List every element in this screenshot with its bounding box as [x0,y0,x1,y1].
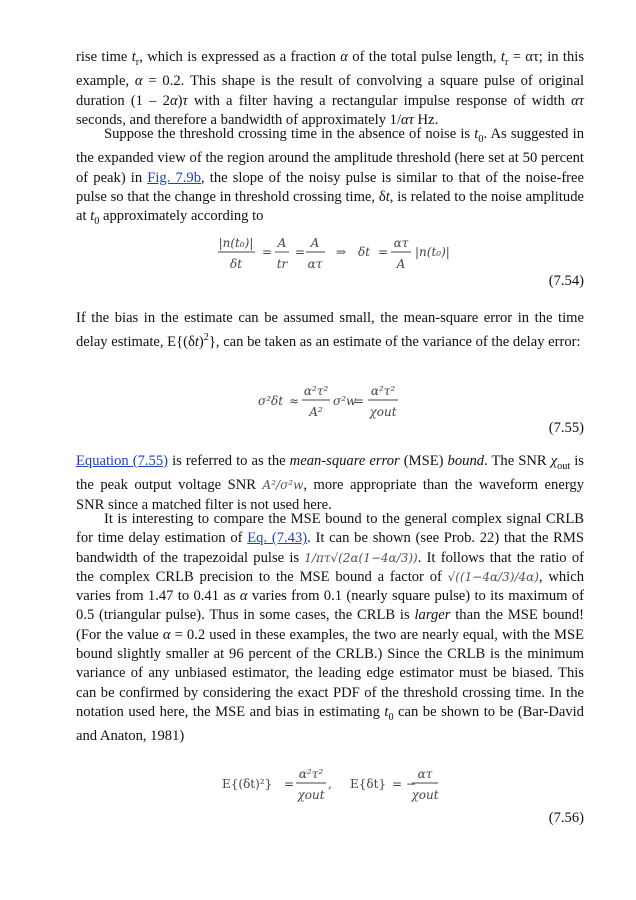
svg-text:χout: χout [297,788,325,802]
svg-text:χout: χout [369,405,397,419]
svg-text:=: = [262,245,273,259]
inline-formula-ratio: √((1−4α/3)/4α) [447,569,539,584]
svg-text:,: , [328,777,332,791]
paragraph-crlb-comparison: It is interesting to compare the MSE bound to the general complex signal CRLB for time delay estimation of Eq. (7.43). It can be shown (see Prob. 22) that the RMS bandwidth of the trapezoidal pulse is 1/πτ√(2α(1−4α/3)). It follows that the ratio of the complex CRLB precision to the MSE bound a factor of √((1−4α/3)/4α), which varies from 1.47 to 0.41 as α varies from 0.1 (nearly square pulse) to its maximum of 0.5 (triangular pulse). Thus in some cases, the CRLB is larger than the MSE bound! (For the value α = 0.2 used in these examples, the two are nearly equal, with the MSE bound slightly smaller at 96 percent of the CRLB.) Since the CRLB is the minimum variance of any unbiased estimator, the leading edge estimator must be biased. This can be confirmed by considering the exact PDF of the threshold crossing time. In the notation used here, the MSE and bias in estimating $t_0$ can be shown to be (Bar-David and Anaton, 1981) [76,511,585,745]
svg-text:α²τ²: α²τ² [298,767,324,781]
svg-text:=: = [295,245,306,259]
inline-formula-rms-bandwidth: 1/πτ√(2α(1−4α/3)) [304,550,418,565]
figure-link[interactable]: Fig. 7.9b [147,169,202,186]
svg-text:A²: A² [309,405,323,419]
equation-7-55 [258,381,408,425]
paragraph-bias: If the bias in the estimate can be assumed small, the mean-square error in the time delay estimate, $E\{(\delta t)^2\}$, can be taken as an estimate of the variance of the delay error: [76,310,584,351]
svg-text:⇒: ⇒ [336,245,347,259]
svg-text:E{δt}: E{δt} [350,777,387,791]
svg-text:A: A [310,236,320,250]
equation-link-7-55[interactable]: Equation (7.55) [76,453,169,469]
svg-text:ατ: ατ [393,236,409,250]
svg-text:=: = [284,777,295,791]
paragraph-threshold-crossing: Suppose the threshold crossing time in the absence of noise is $t_0$. As suggested in the expanded view of the region around the amplitude threshold (here set at 50 percent of peak) in Fig. 7.9b, the slope of the noisy pulse is similar to that of the noise-free pulse so that the change in threshold crossing time, δt, is related to the noise amplitude at $t_0$ approximately according to [76,126,584,227]
svg-text:=: = [354,394,365,408]
svg-text:|n(t₀)|: |n(t₀)| [415,245,450,259]
eq754-lhs-num: |n(t₀)| [218,236,254,250]
svg-text:δt: δt [358,245,371,259]
svg-text:≈: ≈ [289,394,300,408]
svg-text:= −: = − [392,777,416,791]
svg-text:ατ: ατ [417,767,433,781]
equation-link-7-43[interactable]: Eq. (7.43) [247,530,308,547]
equation-number-7-55: (7.55) [548,420,584,436]
svg-text:σ²w: σ²w [333,394,357,408]
svg-text:tr: tr [276,257,288,271]
svg-text:α²τ²: α²τ² [303,384,329,398]
svg-text:=: = [378,245,389,259]
paragraph-mse-bound: Equation (7.55) is referred to as the mean-square error (MSE) bound. The SNR $\chi_{out}$ is the peak output voltage SNR A²/σ²w, more appropriate than the waveform energy SNR since a matched filter is not used here. [76,453,585,513]
inline-formula-snr: A²/σ²w [262,478,304,493]
eq754-lhs-den: δt [229,257,243,271]
paragraph-rise-time: rise time $t_r$, which is expressed as a fraction α of the total pulse length, $t_r = \alpha\tau$; in this example, α = 0.2. This shape is the result of convolving a square pulse of original duration (1 – 2α)τ with a filter having a rectangular impulse response of width ατ seconds, and therefore a bandwidth of approximately 1/ατ Hz. [76,49,584,128]
svg-text:χout: χout [411,788,439,802]
svg-text:σ²δt: σ²δt [258,394,284,408]
equation-7-54 [218,232,458,278]
equation-number-7-54: (7.54) [548,273,584,289]
svg-text:A: A [277,236,287,250]
svg-text:A: A [396,257,406,271]
svg-text:ατ: ατ [307,257,323,271]
svg-text:E{(δt)²}: E{(δt)²} [222,777,273,791]
equation-7-56 [222,764,452,808]
equation-number-7-56: (7.56) [548,810,584,826]
svg-text:α²τ²: α²τ² [370,384,396,398]
